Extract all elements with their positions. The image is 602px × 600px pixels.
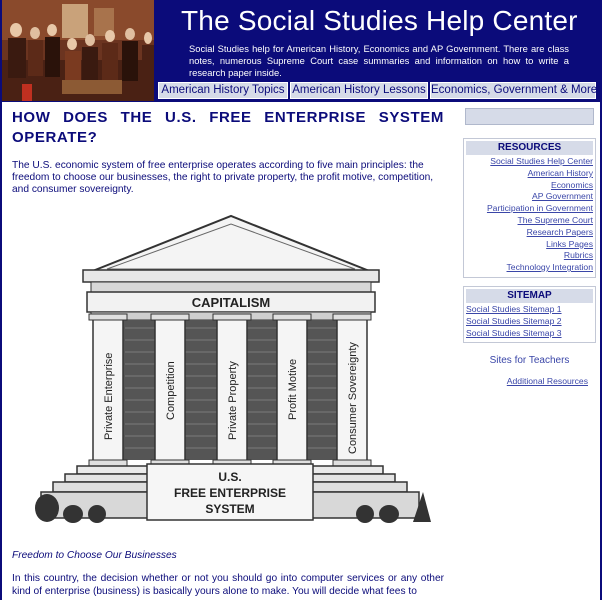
page-frame-left [0,102,2,600]
base-label-free-enterprise: FREE ENTERPRISE [173,486,287,500]
section-paragraph: In this country, the decision whether or not you should go into computer services or any other kind of enterprise (business) is basically yours alone to make. You will decide what fees to [12,573,444,597]
sitemap-link-3[interactable]: Social Studies Sitemap 3 [466,327,562,338]
nav-american-history-lessons[interactable]: American History Lessons [290,82,428,99]
sidebar-search-box[interactable] [465,108,594,125]
resource-link-technology-integration[interactable]: Technology Integration [506,262,593,273]
sitemap-heading: SITEMAP [466,289,593,303]
column-label-competition: Competition [165,361,177,420]
sitemap-link-1[interactable]: Social Studies Sitemap 1 [466,303,562,314]
nav-economics-government[interactable]: Economics, Government & More [430,82,596,99]
capitalism-temple-illustration [25,208,435,528]
site-header [0,0,602,102]
site-description: Social Studies help for American History, Economics and AP Government. There are class notes, numerous Supreme Court case summaries and information on how to write a research paper inside. [189,43,569,78]
resource-link-participation-in-government[interactable]: Participation in Government [486,203,593,214]
column-label-profit-motive: Profit Motive [287,358,299,420]
resources-panel [463,138,596,278]
resource-link-links-pages[interactable]: Links Pages [546,238,593,249]
resources-heading: RESOURCES [466,141,593,155]
sites-for-teachers-link[interactable]: Sites for Teachers [489,355,570,367]
resource-link-economics[interactable]: Economics [550,179,593,190]
resource-link-supreme-court[interactable]: The Supreme Court [517,214,593,225]
resource-link-american-history[interactable]: American History [527,167,593,178]
column-label-consumer-sovereignty: Consumer Sovereignty [347,342,359,454]
resource-link-ap-government[interactable]: AP Government [532,191,593,202]
base-label-system: SYSTEM [205,502,255,516]
resource-link-rubrics[interactable]: Rubrics [563,250,593,261]
capitalism-label: CAPITALISM [191,295,271,310]
sidebar [463,106,596,386]
section-heading: Freedom to Choose Our Businesses [12,550,177,561]
column-label-private-property: Private Property [227,361,239,440]
resource-link-research-papers[interactable]: Research Papers [526,226,593,237]
site-title: The Social Studies Help Center [181,5,578,36]
declaration-painting-image [2,0,154,101]
page-title: HOW DOES THE U.S. FREE ENTERPRISE SYSTEM OPERATE? [12,109,444,146]
resource-link-social-studies-help-center[interactable]: Social Studies Help Center [490,156,593,166]
sitemap-panel [463,286,596,343]
column-label-private-enterprise: Private Enterprise [103,352,115,440]
sitemap-link-2[interactable]: Social Studies Sitemap 2 [466,315,562,326]
additional-resources-link[interactable]: Additional Resources [506,376,588,387]
base-label-us: U.S. [218,470,242,484]
intro-paragraph: The U.S. economic system of free enterprise operates according to five main principles: the freedom to choose our businesses, the right to private property, the profit motive, competition, and consumer sovereignty. [12,160,434,196]
nav-american-history-topics[interactable]: American History Topics [158,82,288,99]
